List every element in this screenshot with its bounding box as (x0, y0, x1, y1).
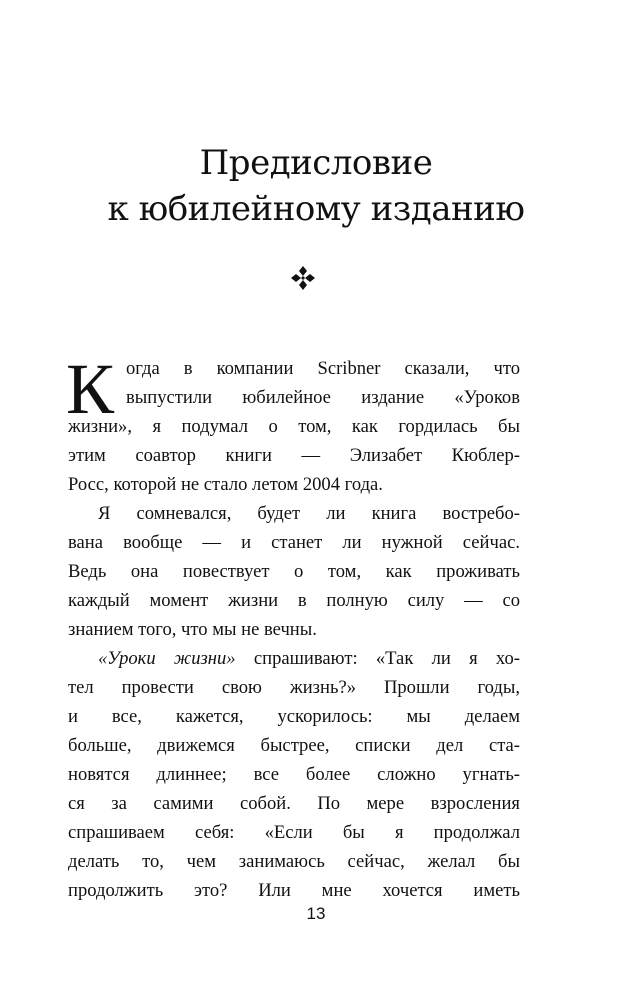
paragraph-1 (66, 349, 520, 499)
text-line: Ведь она повествует о том, как проживать (68, 561, 520, 582)
paragraph-2 (68, 499, 520, 644)
text-line: каждый момент жизни в полную силу — со (68, 590, 520, 611)
text-line: этим соавтор книги — Элизабет Кюблер- (68, 445, 520, 466)
chapter-title (0, 140, 632, 232)
body-text (66, 349, 521, 905)
text-line (68, 644, 520, 673)
text-line: Росс, которой не стало летом 2004 года. (68, 474, 383, 495)
text-line: огда в компании Scribner сказали, что (126, 358, 520, 379)
drop-cap: К (66, 349, 115, 429)
text-line: новятся длиннее; все более сложно угнать- (68, 764, 520, 785)
text-line: и все, кажется, ускорилось: мы делаем (68, 706, 520, 727)
chapter-title-line-1: Предисловие (199, 143, 433, 183)
four-diamond-fleuron-icon (290, 265, 316, 291)
text-line: ся за самими собой. По мере взросления (68, 793, 520, 814)
text-line: Я сомневался, будет ли книга востребо- (98, 503, 520, 524)
text-line: выпустили юбилейное издание «Уроков (126, 387, 520, 408)
text-line: делать то, чем занимаюсь сейчас, желал бы (68, 851, 520, 872)
text-line: тел провести свою жизнь?» Прошли годы, (68, 677, 520, 698)
text-line: вана вообще — и станет ли нужной сейчас. (68, 532, 520, 553)
text-line: знанием того, что мы не вечны. (68, 619, 317, 640)
text-line: больше, движемся быстрее, списки дел ста- (68, 735, 520, 756)
page-number: 13 (306, 904, 326, 923)
chapter-title-line-2: к юбилейному изданию (107, 189, 525, 229)
text-line: жизни», я подумал о том, как гордилась бы (68, 416, 520, 437)
text-line: спрашиваем себя: «Если бы я продолжал (68, 822, 520, 843)
book-title-italic: «Уроки жизни» (98, 648, 236, 669)
text-fragment: спрашивают: «Так ли я хо- (235, 648, 521, 669)
paragraph-3 (68, 644, 520, 905)
text-line: продолжить это? Или мне хочется иметь (68, 880, 520, 901)
